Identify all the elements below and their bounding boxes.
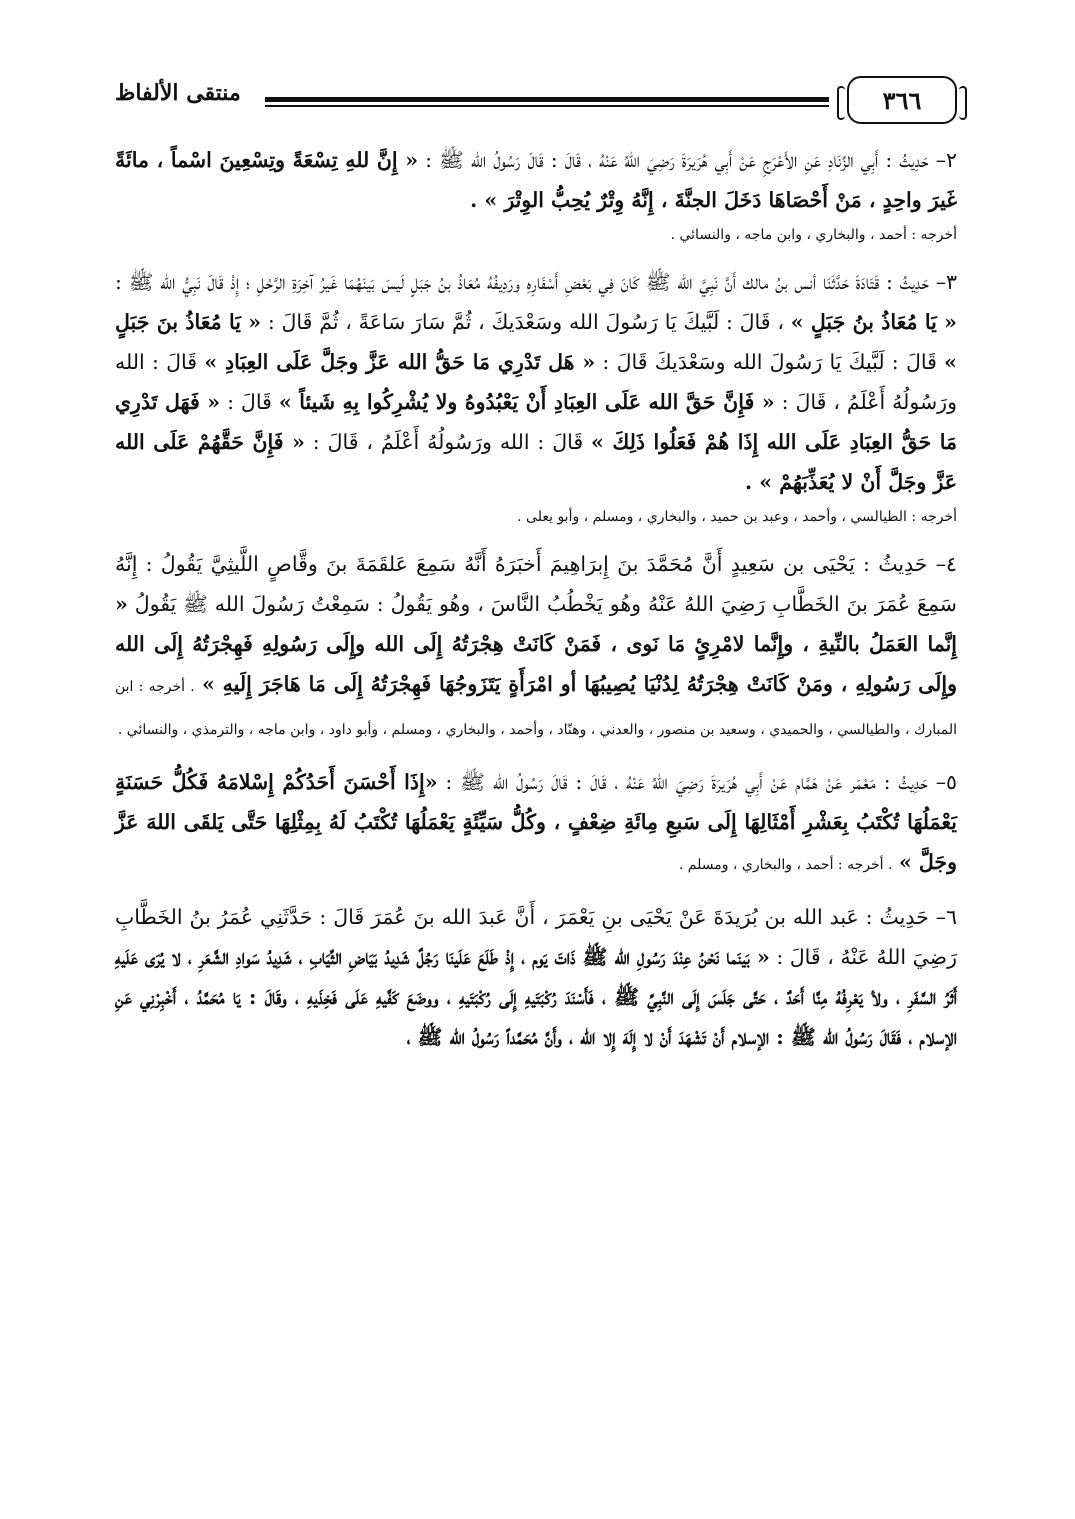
hadith-source: . أخرجه : أحمد ، والبخاري ، ومسلم . xyxy=(678,857,893,873)
book-title: منتقى الألفاظ xyxy=(115,80,241,106)
hadith-text xyxy=(115,140,957,220)
hadith-narration: قَالَ : xyxy=(227,390,272,414)
hadith-matn: « فَإِنَّ حَقَّ الله عَلَى العِبَادِ أَنْ يَعْبُدُوهُ ولا يُشْرِكُوا بِهِ شَيئاً » xyxy=(278,390,775,414)
hadith-narration: – حَدِيثُ : أَبِي الزِّنَادِ عَنِ الأَعْرَجِ عَنْ أَبِي هُرَيرَةَ رَضِيَ اللهُ عَنْهُ ، قَالَ : قَالَ رَسُولُ الله ﷺ : xyxy=(425,148,946,172)
hadith-matn: « بَينَما نَحْنُ عِنْدَ رَسُولِ الله ﷺ ذَاتَ يَوم ، إِذْ طَلَعَ عَلَينَا رَجُلٌ شَدِيدُ بَيَاضِ الثِّيَابِ ، شَدِيدُ سَوادِ الشَّعَرِ ، لا يُرَى عَلَيهِ أَثَرُ السَّفَرِ ، ولأ يَعْرِفُهُ مِنَّا أَحَدٌ ، حَتَّى جَلَسَ إِلَى النَّبِيِّ ﷺ ، فَأَسْنَدَ رُكْبَتَيهِ إِلَى رُكْبَتَيهِ ، ووضَعَ كَفَّيهِ عَلَى فَخِذَيهِ ، وقَالَ : يَا مُحَمَّدُ ، أَخْبِرْنِي عَنِ الإسلام ، فَقَالَ رَسُولُ الله ﷺ : الإسلام أَنْ تَشْهَدَ أَنْ لا إِلَهَ إِلا الله ، وأَنَّ مُحَمَّداً رَسُولُ الله ﷺ ، xyxy=(115,945,957,1049)
hadith-3 xyxy=(115,262,957,532)
page-number: ٣٦٦ xyxy=(847,76,957,124)
hadith-narration: ، قَالَ : لَبَّيكَ يَا رَسُولَ الله وسَعْدَيكَ ، ثُمَّ سَارَ سَاعَةً ، ثُمَّ قَالَ : xyxy=(267,310,784,334)
hadith-matn: « فَإِنَّ حَقَّهُمْ عَلَى الله عَزَّ وجَلَّ أَنْ لا يُعَذِّبَهُمْ » . xyxy=(115,430,957,494)
hadith-narration: – حَدِيثُ : يَحْيَى بن سَعِيدٍ أَنَّ مُحَمَّدَ بنَ إِبرَاهِيمَ أَخبَرَهُ أَنَّهُ سَمِعَ عَلقَمَةَ بنَ وقَّاصٍ اللَّيثِيَّ يَقُولُ : إِنَّهُ سَمِعَ عُمَرَ بنَ الخَطَّابِ رَضِيَ اللهُ عَنْهُ وهُو يَخْطُبُ النَّاسَ ، وهُو يَقُولُ : سَمِعْتُ رَسُولَ الله ﷺ يَقُولُ xyxy=(115,552,957,616)
hadith-narration: – حَدِيثُ : عَبد الله بن بُرَيدَةَ عَنْ يَحْيَى بنِ يَعْمَرَ ، أَنَّ عَبدَ الله بنَ عُمَرَ قَالَ : حَدَّثَنِي عُمَرُ بنُ الخَطَّابِ رَضِيَ اللهُ عَنْهُ ، قَالَ : xyxy=(115,905,957,969)
hadith-source: أخرجه : أحمد ، والبخاري ، وابن ماجه ، والنسائي . xyxy=(670,227,957,243)
header-rule xyxy=(265,97,829,107)
hadith-narration: قَالَ : الله ورَسُولُهُ أَعْلَمُ ، قَالَ : xyxy=(115,350,957,414)
hadith-text xyxy=(115,544,957,750)
hadith-matn: « يَا مُعَاذُ بنَ جَبَلٍ » xyxy=(115,310,957,374)
hadith-number: ٣ xyxy=(945,270,957,294)
hadith-2 xyxy=(115,140,957,250)
hadith-5 xyxy=(115,762,957,885)
hadith-matn: « إِنَّما العَمَلُ بالنِّيةِ ، وإِنَّما لامْرِئٍ مَا نَوى ، فَمَنْ كَانَتْ هِجْرَتُهُ إِلَى الله وإِلَى رَسُولِهِ فَهِجْرَتُهُ إِلَى الله وإِلَى رَسُولِهِ ، ومَنْ كَانَتْ هِجْرَتُهُ لِدُنْيَا يُصِيبُهَا أو امْرَأَةٍ يَتَزَوجُهَا فَهِجْرَتُهُ إِلَى مَا هَاجَرَ إِلَيهِ » xyxy=(115,592,957,696)
page-header xyxy=(115,76,957,134)
page-content xyxy=(115,140,957,1069)
hadith-number: ٤ xyxy=(945,552,957,576)
hadith-source: . أخرجه : ابن المبارك ، والطيالسي ، والحميدي ، وسعيد بن منصور ، والعدني ، وهنّاد ، وأحمد ، والبخاري ، ومسلم ، وأبو داود ، وابن ماجه ، والترمذي ، والنسائي . xyxy=(115,679,957,738)
hadith-narration: – حَدِيثُ : مَعْمَر عَنْ هَمَّام عَنْ أَبِي هُرَيرَةَ رَضِيَ اللهُ عَنْهُ ، قَالَ : قَالَ رَسُولُ الله ﷺ : xyxy=(445,770,946,794)
hadith-6 xyxy=(115,897,957,1057)
hadith-narration: – حَدِيثُ : قَتَادَةَ حَدَّثَنَا أنس بنُ مالك أَنَّ نَبِيَّ الله ﷺ كَانَ فِي بَعْضِ أَسْفَارِهِ ورَدِيفُهُ مُعَاذُ بنُ جَبَلٍ لَيسَ بَينَهُمَا غَيرُ آخِرَةِ الرَّحْلِ ؛ إِذْ قَالَ نَبِيُّ الله ﷺ : xyxy=(115,270,946,294)
hadith-text xyxy=(115,262,957,502)
hadith-source: أخرجه : الطيالسي ، وأحمد ، وعبد بن حميد ، والبخاري ، ومسلم ، وأبو يعلى . xyxy=(517,509,957,525)
hadith-text xyxy=(115,897,957,1057)
hadith-number: ٢ xyxy=(945,148,957,172)
hadith-matn: « فَهَل تَدْرِي مَا حَقُّ العِبَادِ عَلَى الله إِذَا هُمْ فَعَلُوا ذَلِكَ » xyxy=(115,390,957,454)
hadith-narration: قَالَ : الله ورَسُولُهُ أَعْلَمُ ، قَالَ : xyxy=(312,430,584,454)
hadith-number: ٦ xyxy=(945,905,957,929)
hadith-text xyxy=(115,762,957,885)
hadith-matn: « يَا مُعَاذُ بنُ جَبَلٍ » xyxy=(790,310,957,334)
hadith-matn: « إِنَّ للهِ تِسْعَةً وتِسْعِينَ اسْماً ، مائَةً غَيرَ واحِدٍ ، مَنْ أَحْصَاهَا دَخَلَ الجنَّةَ ، إِنَّهُ وِتْرٌ يُحِبُّ الوِتْرَ » . xyxy=(115,148,957,212)
hadith-number: ٥ xyxy=(945,770,957,794)
hadith-narration: قَالَ : لَبَّيكَ يَا رَسُولَ الله وسَعْدَيكَ قَالَ : xyxy=(602,350,937,374)
hadith-matn: «إِذَا أَحْسَنَ أَحَدُكُمْ إِسْلامَهُ فَكُلُّ حَسَنَةٍ يَعْمَلُهَا تُكْتَبُ بِعَشْرِ أَمْثَالِهَا إِلَى سَبعِ مِائَةِ ضِعْفٍ ، وكُلُّ سَيِّئَةٍ يَعْمَلُهَا تُكْتَبُ لَهُ بِمِثْلِهَا حَتَّى يَلقَى اللهَ عَزَّ وجَلَّ » xyxy=(115,770,957,874)
hadith-matn: « هَل تَدْرِي مَا حَقُّ الله عَزَّ وجَلَّ عَلَى العِبَادِ » xyxy=(204,350,596,374)
hadith-4 xyxy=(115,544,957,750)
